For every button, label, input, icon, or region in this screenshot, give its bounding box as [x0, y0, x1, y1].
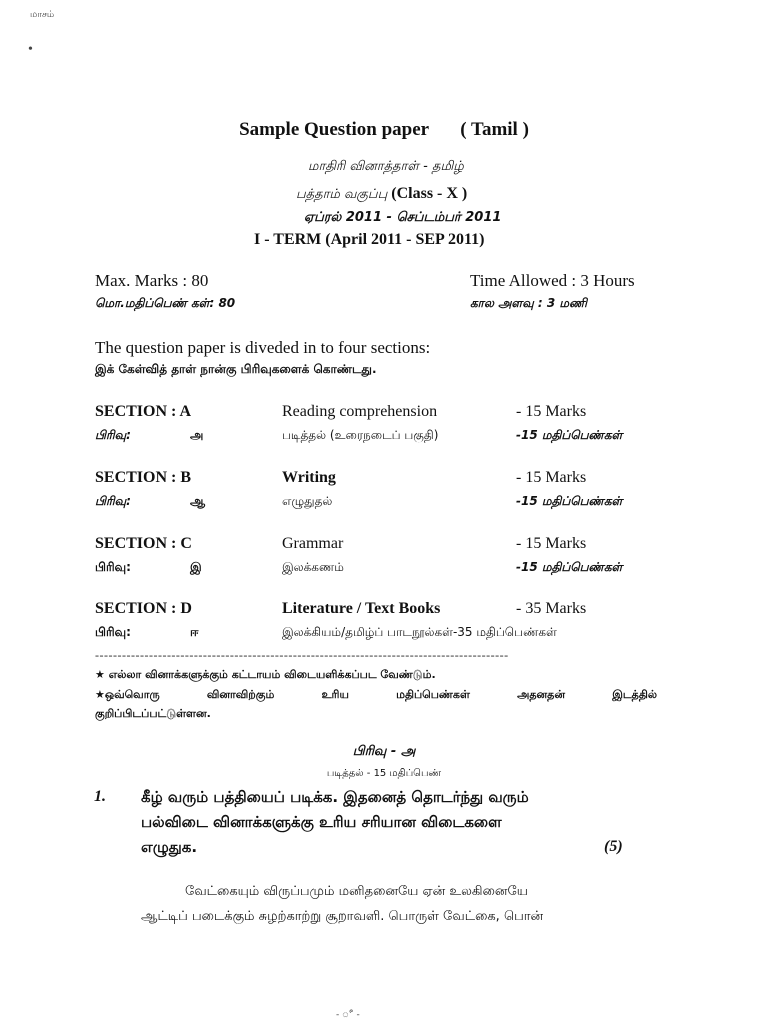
section-a-tamil-letter: அ: [190, 428, 204, 442]
section-d-tamil-letter: ஈ: [190, 625, 199, 639]
section-b-topic-tamil: எழுதுதல்: [282, 494, 333, 508]
note-line-3: குறிப்பிடப்பட்டுள்ளன.: [95, 707, 211, 720]
section-b-marks: - 15 Marks: [516, 469, 587, 486]
section-b-tamil-letter: ஆ: [190, 494, 206, 508]
section-d-topic-tamil: இலக்கியம்/தமிழ்ப் பாடநூல்கள்-35 மதிப்பெண்கள்: [282, 625, 557, 639]
note-line-1: ★ எல்லா வினாக்களுக்கும் கட்டாயம் விடையளிக்கப்பட வேண்டும்.: [95, 668, 436, 681]
note-word: மதிப்பெண்கள்: [396, 688, 470, 701]
passage-line-1: வேட்கையும் விருப்பமும் மனிதனையே ஏன் உலகினையே: [185, 884, 528, 899]
intro-english: The question paper is diveded in to four sections:: [95, 338, 431, 357]
section-c-marks: - 15 Marks: [516, 535, 587, 552]
section-c-topic-tamil: இலக்கணம்: [282, 560, 344, 574]
question-line-3: எழுதுக.: [141, 838, 198, 856]
section-a-marks-tamil: -15 மதிப்பெண்கள்: [516, 428, 623, 442]
section-a-marks: - 15 Marks: [516, 403, 587, 420]
class-tamil: பத்தாம் வகுப்பு: [296, 187, 388, 202]
scan-dot: •: [28, 42, 33, 57]
section-d-topic: Literature / Text Books: [282, 600, 441, 617]
section-b-topic: Writing: [282, 469, 336, 486]
part-heading: பிரிவு - அ: [352, 744, 416, 759]
section-a-tamil-label: பிரிவு:: [95, 428, 131, 442]
time-allowed: Time Allowed : 3 Hours: [470, 271, 635, 290]
note-word: அதனதன்: [517, 688, 565, 701]
note-line-2: [95, 688, 657, 703]
section-a-name: SECTION : A: [95, 403, 192, 420]
intro-tamil: இக் கேள்வித் தாள் நான்கு பிரிவுகளைக் கொண்டது.: [95, 362, 377, 376]
scan-artifact-bottom: - ீ -: [336, 1010, 360, 1020]
term-line: I - TERM (April 2011 - SEP 2011): [254, 231, 485, 248]
section-b-marks-tamil: -15 மதிப்பெண்கள்: [516, 494, 623, 508]
note-word: உரிய: [321, 688, 349, 701]
divider-rule: --------------------------------------------------------------------------------------------: [95, 648, 509, 662]
note-word: வினாவிற்கும்: [206, 688, 275, 701]
period-tamil: ஏப்ரல் 2011 - செப்டம்பர் 2011: [304, 210, 502, 225]
section-c-tamil-letter: இ: [190, 560, 202, 574]
question-marks: (5): [604, 838, 623, 855]
section-d-name: SECTION : D: [95, 600, 192, 617]
passage-line-2: ஆட்டிப் படைக்கும் சுழற்காற்று சூறாவளி. பொருள் வேட்கை, பொன்: [141, 909, 544, 924]
part-subheading: படித்தல் - 15 மதிப்பெண்: [326, 768, 442, 779]
question-line-2: பல்விடை வினாக்களுக்கு உரிய சரியான விடைகளை: [141, 813, 502, 831]
title-tamil: மாதிரி வினாத்தாள் - தமிழ்: [308, 159, 464, 174]
section-a-topic: Reading comprehension: [282, 403, 438, 420]
section-a-topic-tamil: படித்தல் (உரைநடைப் பகுதி): [282, 428, 439, 442]
question-line-1: கீழ் வரும் பத்தியைப் படிக்க. இதனைத் தொடர்ந்து வரும்: [141, 788, 529, 806]
note-word: ★ஒவ்வொரு: [95, 688, 160, 701]
paper-title: [0, 119, 768, 141]
class-line: [296, 185, 467, 203]
section-b-name: SECTION : B: [95, 469, 192, 486]
section-c-name: SECTION : C: [95, 535, 192, 552]
question-number: 1.: [94, 788, 106, 805]
section-c-topic: Grammar: [282, 535, 344, 552]
section-d-tamil-label: பிரிவு:: [95, 625, 131, 639]
note-word: இடத்தில்: [612, 688, 657, 701]
max-marks: Max. Marks : 80: [95, 271, 209, 290]
max-marks-tamil: மொ.மதிப்பெண் கள்: 80: [95, 296, 236, 310]
time-allowed-tamil: கால அளவு : 3 மணி: [470, 296, 587, 310]
scan-artifact-top: மாசம்: [30, 10, 55, 20]
section-b-tamil-label: பிரிவு:: [95, 494, 131, 508]
class-english: (Class - X ): [391, 185, 468, 202]
title-english: Sample Question paper: [239, 119, 429, 140]
title-subject: ( Tamil ): [460, 119, 529, 140]
section-c-marks-tamil: -15 மதிப்பெண்கள்: [516, 560, 623, 574]
section-d-marks: - 35 Marks: [516, 600, 587, 617]
section-c-tamil-label: பிரிவு:: [95, 560, 131, 574]
